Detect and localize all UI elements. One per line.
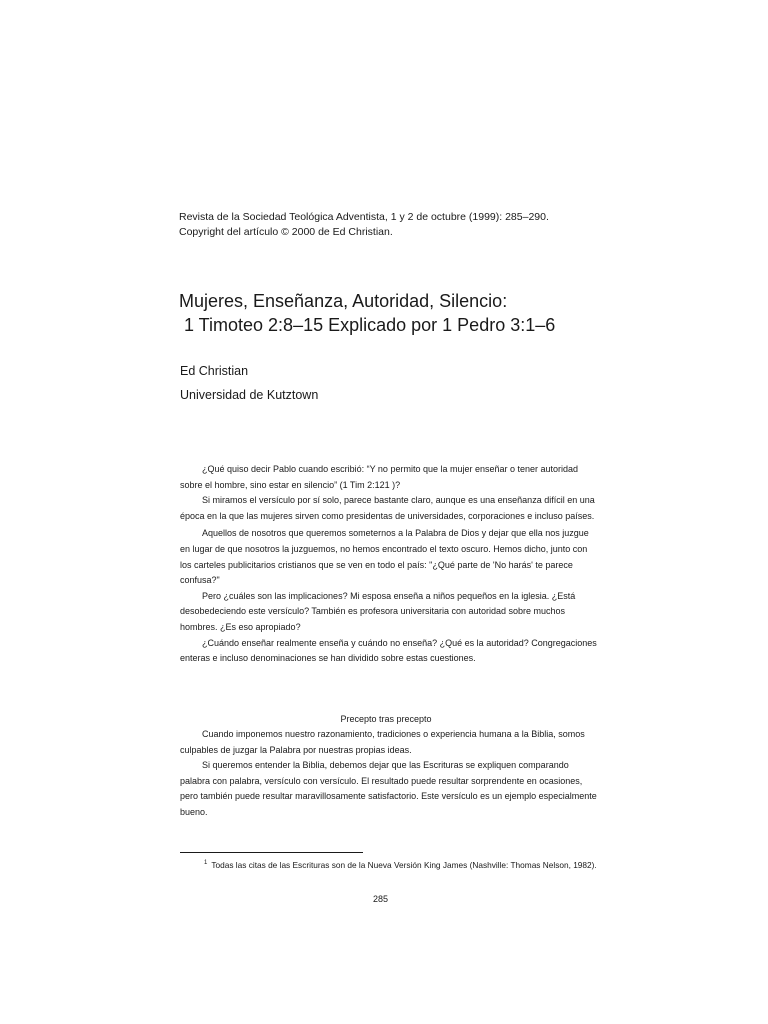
paragraph: Pero ¿cuáles son las implicaciones? Mi esposa enseña a niños pequeños en la iglesia. ¿Está desobedeciendo este versículo? También es profesora universitaria con autoridad sobre muchos hombres. ¿Es eso apropiado?: [180, 590, 576, 632]
page-number: 285: [373, 894, 389, 904]
paragraph: Aquellos de nosotros que queremos someternos a la Palabra de Dios y dejar que ella nos juzgue en lugar de que nosotros la juzguemos, no hemos encontrado el texto oscuro. Hemos dicho, junto con los carteles publicitarios cristianos que se ven en todo el país: "¿Qué parte de 'No harás' te parece confusa?": [180, 528, 589, 586]
paragraph: Si queremos entender la Biblia, debemos dejar que las Escrituras se expliquen comparando palabra con palabra, versículo con versículo. El resultado puede resultar sorprendente en ocasiones, pero también puede resultar maravillosamente satisfactorio. Este versículo es un ejemplo especialmente bueno.: [180, 760, 597, 817]
citation-block: [179, 210, 619, 240]
copyright-line: Copyright del artículo © 2000 de Ed Christian.: [179, 226, 393, 238]
paragraph: ¿Qué quiso decir Pablo cuando escribió: “Y no permito que la mujer enseñar o tener autoridad sobre el hombre, sino estar en silencio” (1 Tim 2:121 )?: [180, 464, 579, 490]
intro-text: [180, 462, 600, 667]
paragraph: Si miramos el versículo por sí solo, parece bastante claro, aunque es una enseñanza difícil en una época en la que las mujeres sirven como presidentas de universidades, corporaciones e incluso países.: [180, 495, 595, 521]
title-line-2: 1 Timoteo 2:8–15 Explicado por 1 Pedro 3:1–6: [184, 315, 556, 335]
footnote: [180, 856, 600, 873]
footnote-divider: [180, 852, 363, 853]
paragraph: Cuando imponemos nuestro razonamiento, tradiciones o experiencia humana a la Biblia, somos culpables de juzgar la Palabra por nuestras propias ideas.: [180, 729, 585, 755]
paragraph: ¿Cuándo enseñar realmente enseña y cuándo no enseña? ¿Qué es la autoridad? Congregaciones enteras e incluso denominaciones se han dividido sobre estas cuestiones.: [180, 637, 597, 664]
section-text: [180, 727, 600, 821]
author-block: [180, 359, 318, 407]
article-title: [179, 289, 659, 337]
author-name: Ed Christian: [180, 364, 249, 378]
title-line-1: Mujeres, Enseñanza, Autoridad, Silencio:: [179, 291, 508, 311]
citation-line: Revista de la Sociedad Teológica Adventista, 1 y 2 de octubre (1999): 285–290.: [179, 211, 549, 223]
footnote-text: Todas las citas de las Escrituras son de la Nueva Versión King James (Nashville: Thomas Nelson, 1982).: [211, 860, 597, 870]
footnote-number: 1: [204, 860, 208, 866]
section-heading: Precepto tras precepto: [340, 714, 432, 724]
author-affiliation: Universidad de Kutztown: [180, 388, 319, 402]
